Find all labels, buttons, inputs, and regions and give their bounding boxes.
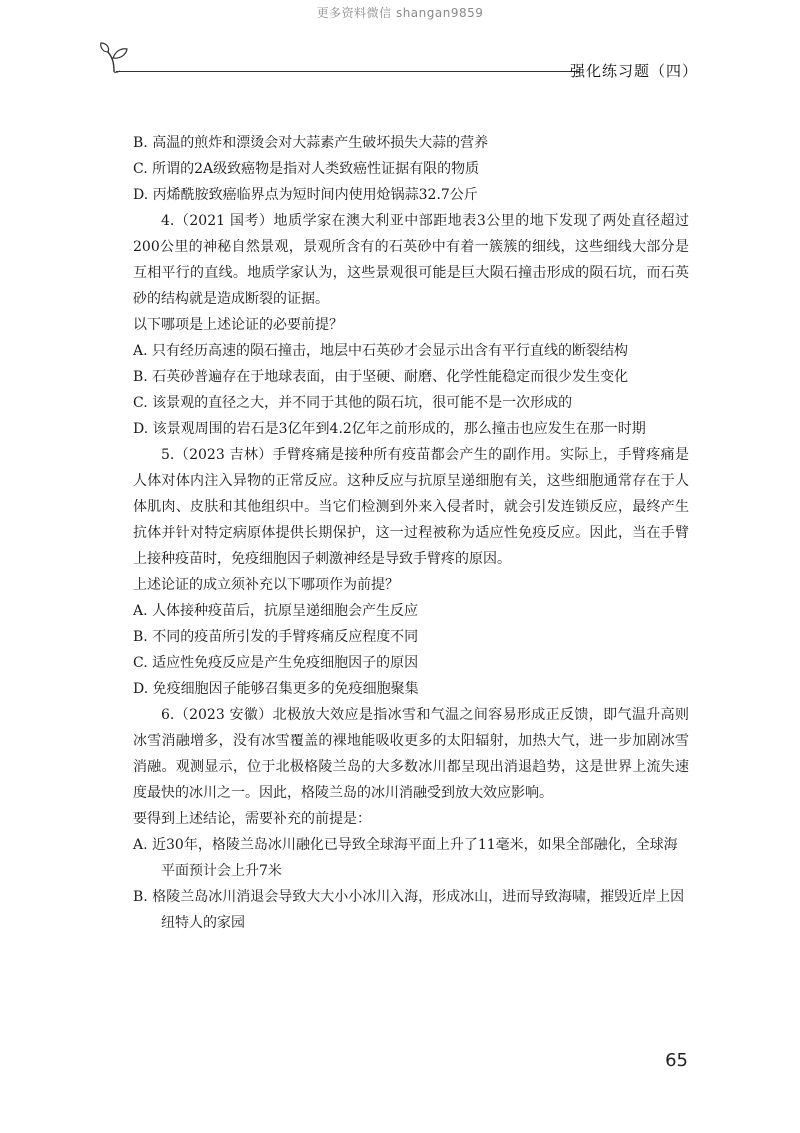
running-header <box>98 40 698 80</box>
question-5 <box>133 442 689 702</box>
option-b: B. 格陵兰岛冰川消退会导致大大小小冰川入海，形成冰山，进而导致海啸，摧毁近岸上因纽特人的家园 <box>133 889 685 931</box>
question-4 <box>133 208 689 442</box>
option-b: B. 高温的煎炸和漂烫会对大蒜素产生破坏损失大蒜的营养 <box>133 135 489 151</box>
question-prompt: 要得到上述结论，需要补充的前提是： <box>133 811 371 827</box>
option-a: A. 只有经历高速的陨石撞击，地层中石英砂才会显示出含有平行直线的断裂结构 <box>133 343 629 359</box>
header-rule <box>116 71 580 72</box>
option-a: A. 近30年，格陵兰岛冰川融化已导致全球海平面上升了11毫米，如果全部融化，全球海平面预计会上升7米 <box>133 837 678 879</box>
watermark: 更多资料微信 shangan9859 <box>316 6 484 20</box>
question-stem: 4.（2021 国考）地质学家在澳大利亚中部距地表3公里的地下发现了两处直径超过200公里的神秘自然景观，景观所含有的石英砂中有着一簇簇的细线，这些细线大部分是互相平行的直线。地质学家认为，这些景观很可能是巨大陨石撞击形成的陨石坑，而石英砂的结构就是造成断裂的证据。 <box>133 213 689 307</box>
option-c: C. 所谓的2A级致癌物是指对人类致癌性证据有限的物质 <box>133 161 480 177</box>
option-c: C. 该景观的直径之大，并不同于其他的陨石坑，很可能不是一次形成的 <box>133 395 573 411</box>
option-a: A. 人体接种疫苗后，抗原呈递细胞会产生反应 <box>133 603 419 619</box>
prev-question-options <box>133 130 689 208</box>
question-stem: 6.（2023 安徽）北极放大效应是指冰雪和气温之间容易形成正反馈，即气温升高则冰雪消融增多，没有冰雪覆盖的裸地能吸收更多的太阳辐射，加热大气，进一步加剧冰雪消融。观测显示，位于北极格陵兰岛的大多数冰川都呈现出消退趋势，这是世界上流失速度最快的冰川之一。因此，格陵兰岛的冰川消融受到放大效应影响。 <box>133 707 689 801</box>
option-d: D. 免疫细胞因子能够召集更多的免疫细胞聚集 <box>133 681 419 697</box>
option-d: D. 该景观周围的岩石是3亿年到4.2亿年之前形成的，那么撞击也应发生在那一时期 <box>133 421 646 437</box>
option-c: C. 适应性免疫反应是产生免疫细胞因子的原因 <box>133 655 419 671</box>
question-prompt: 上述论证的成立须补充以下哪项作为前提？ <box>133 577 399 593</box>
question-stem: 5.（2023 吉林）手臂疼痛是接种所有疫苗都会产生的副作用。实际上，手臂疼痛是人体对体内注入异物的正常反应。这种反应与抗原呈递细胞有关，这些细胞通常存在于人体肌肉、皮肤和其他组织中。当它们检测到外来入侵者时，就会引发连锁反应，最终产生抗体并针对特定病原体提供长期保护，这一过程被称为适应性免疫反应。因此，当在手臂上接种疫苗时，免疫细胞因子刺激神经是导致手臂疼的原因。 <box>133 447 689 567</box>
page-content <box>133 130 689 936</box>
question-6 <box>133 702 689 936</box>
option-b: B. 不同的疫苗所引发的手臂疼痛反应程度不同 <box>133 629 419 645</box>
page-number: 65 <box>665 1050 688 1071</box>
option-d: D. 丙烯酰胺致癌临界点为短时间内使用炝锅蒜32.7公斤 <box>133 187 478 203</box>
option-b: B. 石英砂普遍存在于地球表面，由于坚硬、耐磨、化学性能稳定而很少发生变化 <box>133 369 629 385</box>
question-prompt: 以下哪项是上述论证的必要前提？ <box>133 317 343 333</box>
section-title: 强化练习题（四） <box>569 62 698 80</box>
